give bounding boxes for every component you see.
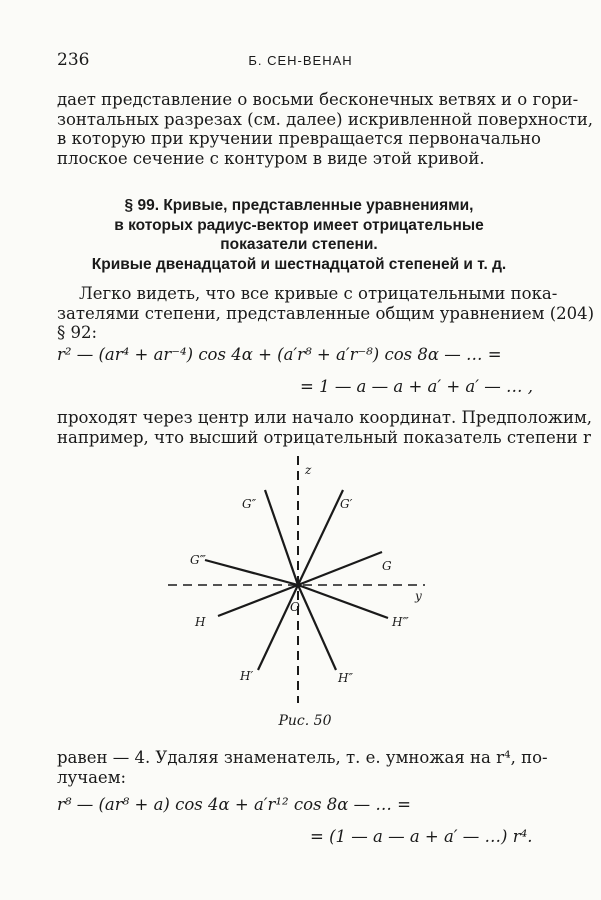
paragraph-1 [57, 284, 595, 343]
formula-1-line-1: r² — (ar⁴ + ar⁻⁴) cos 4α + (a′r⁸ + a′r⁻⁸) cos 8α — … = [57, 345, 502, 364]
text-line: зонтальных разрезах (см. далее) искривленной поверхности, [57, 109, 594, 129]
paragraph-2 [57, 408, 593, 447]
intro-paragraph [57, 90, 594, 168]
label-G-prime: G′ [340, 497, 353, 511]
label-G: G [382, 559, 392, 573]
heading-line: показатели степени. [220, 236, 378, 253]
label-H-double-prime: H″ [338, 671, 353, 685]
branch-G-double-prime [265, 490, 298, 585]
text-line: лучаем: [57, 767, 127, 787]
text-line: равен — 4. Удаляя знаменатель, т. е. умножая на r⁴, по- [57, 748, 548, 767]
text-line: проходят через центр или начало координат. Предположим, [57, 408, 593, 427]
page-header [57, 50, 544, 70]
figure-50 [160, 448, 450, 733]
formula-1-line-2: = 1 — a — a + a′ + a′ — … , [300, 377, 533, 396]
text-line: например, что высший отрицательный показатель степени r [57, 427, 591, 447]
label-y: y [415, 589, 422, 603]
paragraph-3 [57, 748, 548, 787]
label-G-triple-prime: G‴ [190, 553, 206, 567]
text-line: зателями степени, представленные общим уравнением (204) [57, 303, 595, 323]
text-line: дает представление о восьми бесконечных ветвях и о гори- [57, 90, 579, 109]
text-line: в которую при кручении превращается первоначально [57, 129, 541, 148]
label-H-prime: H′ [240, 669, 254, 683]
branch-G-triple-prime [205, 560, 298, 585]
formula-2-line-1: r⁸ — (ar⁸ + a) cos 4α + a′r¹² cos 8α — … = [57, 795, 411, 814]
section-heading [57, 196, 541, 274]
text-line: § 92: [57, 323, 98, 342]
figure-diagram [160, 448, 450, 713]
label-H: H [195, 615, 206, 629]
text-line: Легко видеть, что все кривые с отрицательными пока- [79, 284, 558, 303]
text-line: плоское сечение с контуром в виде этой кривой. [57, 148, 485, 168]
page-number: 236 [57, 50, 90, 70]
figure-caption: Рис. 50 [278, 713, 332, 729]
running-head: Б. СЕН-ВЕНАН [248, 53, 353, 68]
heading-line: Кривые двенадцатой и шестнадцатой степеней и т. д. [91, 255, 507, 273]
heading-line: в которых радиус-вектор имеет отрицательные [114, 216, 484, 234]
label-O: O [290, 600, 300, 614]
label-G-double-prime: G″ [242, 497, 257, 511]
heading-line: § 99. Кривые, представленные уравнениями, [124, 197, 474, 214]
label-z: z [305, 463, 312, 477]
formula-2-line-2: = (1 — a — a + a′ — …) r⁴. [310, 827, 533, 846]
label-H-triple-prime: H‴ [392, 615, 409, 629]
